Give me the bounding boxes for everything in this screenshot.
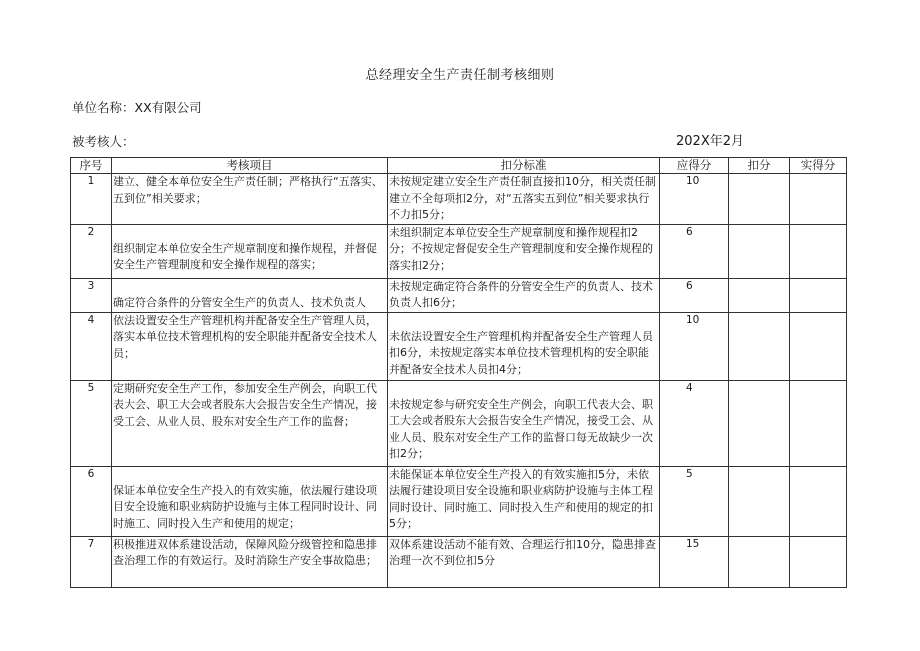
row-item: 建立、健全本单位安全生产责任制；严格执行“五落实、五到位”相关要求；	[112, 174, 388, 225]
row-seq: 3	[71, 278, 112, 312]
assessment-table	[70, 157, 847, 588]
row-actual	[790, 312, 847, 380]
row-actual	[790, 224, 847, 278]
row-actual	[790, 174, 847, 225]
row-score: 15	[660, 536, 729, 587]
row-score: 10	[660, 174, 729, 225]
row-actual	[790, 380, 847, 466]
row-deduct	[729, 380, 790, 466]
row-actual	[790, 466, 847, 536]
row-item: 定期研究安全生产工作，参加安全生产例会，向职工代表大会、职工大会或者股东大会报告安全生产情况，接受工会、从业人员、股东对安全生产工作的监督；	[112, 380, 388, 466]
document-date: 202X年2月	[676, 134, 744, 149]
row-seq: 4	[71, 312, 112, 380]
header-standard: 扣分标准	[388, 158, 660, 174]
row-seq: 2	[71, 224, 112, 278]
table-row	[71, 466, 847, 536]
row-score: 6	[660, 224, 729, 278]
row-deduct	[729, 224, 790, 278]
row-deduct	[729, 312, 790, 380]
row-score: 6	[660, 278, 729, 312]
row-actual	[790, 536, 847, 587]
row-seq: 5	[71, 380, 112, 466]
examinee-label: 被考核人：	[72, 134, 135, 149]
row-standard: 未按规定确定符合条件的分管安全生产的负责人、技术负责人扣6分；	[388, 278, 660, 312]
row-item: 依法设置安全生产管理机构并配备安全生产管理人员，落实本单位技术管理机构的安全职能并配备安全技术人员；	[112, 312, 388, 380]
row-seq: 1	[71, 174, 112, 225]
table-row	[71, 278, 847, 312]
row-actual	[790, 278, 847, 312]
row-score: 10	[660, 312, 729, 380]
header-deduct: 扣分	[729, 158, 790, 174]
row-deduct	[729, 466, 790, 536]
table-row	[71, 174, 847, 225]
row-standard: 未能保证本单位安全生产投入的有效实施扣5分，未依法履行建设项目安全设施和职业病防护设施与主体工程同时设计、同时施工、同时投入生产和使用的规定的扣5分；	[388, 466, 660, 536]
row-item: 组织制定本单位安全生产规章制度和操作规程，并督促安全生产管理制度和安全操作规程的落实；	[112, 224, 388, 278]
row-deduct	[729, 278, 790, 312]
row-seq: 7	[71, 536, 112, 587]
row-deduct	[729, 536, 790, 587]
row-item: 积极推进双体系建设活动，保障风险分级管控和隐患排查治理工作的有效运行。及时消除生产安全事故隐患；	[112, 536, 388, 587]
header-seq: 序号	[71, 158, 112, 174]
row-standard: 未按规定参与研究安全生产例会，向职工代表大会、职工大会或者股东大会报告安全生产情况，接受工会、从业人员、股东对安全生产工作的监督口每无故缺少一次扣2分；	[388, 380, 660, 466]
table-row	[71, 380, 847, 466]
row-score: 4	[660, 380, 729, 466]
row-item: 保证本单位安全生产投入的有效实施，依法履行建设项目安全设施和职业病防护设施与主体工程同时设计、同时施工、同时投入生产和使用的规定；	[112, 466, 388, 536]
row-deduct	[729, 174, 790, 225]
row-standard: 未组织制定本单位安全生产规章制度和操作规程扣2分；不按规定督促安全生产管理制度和安全操作规程的落实扣2分；	[388, 224, 660, 278]
table-header-row	[71, 158, 847, 174]
header-score: 应得分	[660, 158, 729, 174]
row-score: 5	[660, 466, 729, 536]
table-row	[71, 312, 847, 380]
row-item: 确定符合条件的分管安全生产的负责人、技术负责人	[112, 278, 388, 312]
header-actual: 实得分	[790, 158, 847, 174]
header-item: 考核项目	[112, 158, 388, 174]
row-standard: 未依法设置安全生产管理机构并配备安全生产管理人员扣6分，未按规定落实本单位技术管理机构的安全职能并配备安全技术人员扣4分；	[388, 312, 660, 380]
table-row	[71, 224, 847, 278]
table-row	[71, 536, 847, 587]
row-standard: 双体系建设活动不能有效、合理运行扣10分，隐患排查治理一次不到位扣5分	[388, 536, 660, 587]
row-standard: 未按规定建立安全生产责任制直接扣10分，相关责任制建立不全每项扣2分，对“五落实五到位”相关要求执行不力扣5分；	[388, 174, 660, 225]
unit-name: 单位名称：XX有限公司	[72, 100, 202, 115]
row-seq: 6	[71, 466, 112, 536]
document-title: 总经理安全生产责任制考核细则	[365, 68, 555, 83]
